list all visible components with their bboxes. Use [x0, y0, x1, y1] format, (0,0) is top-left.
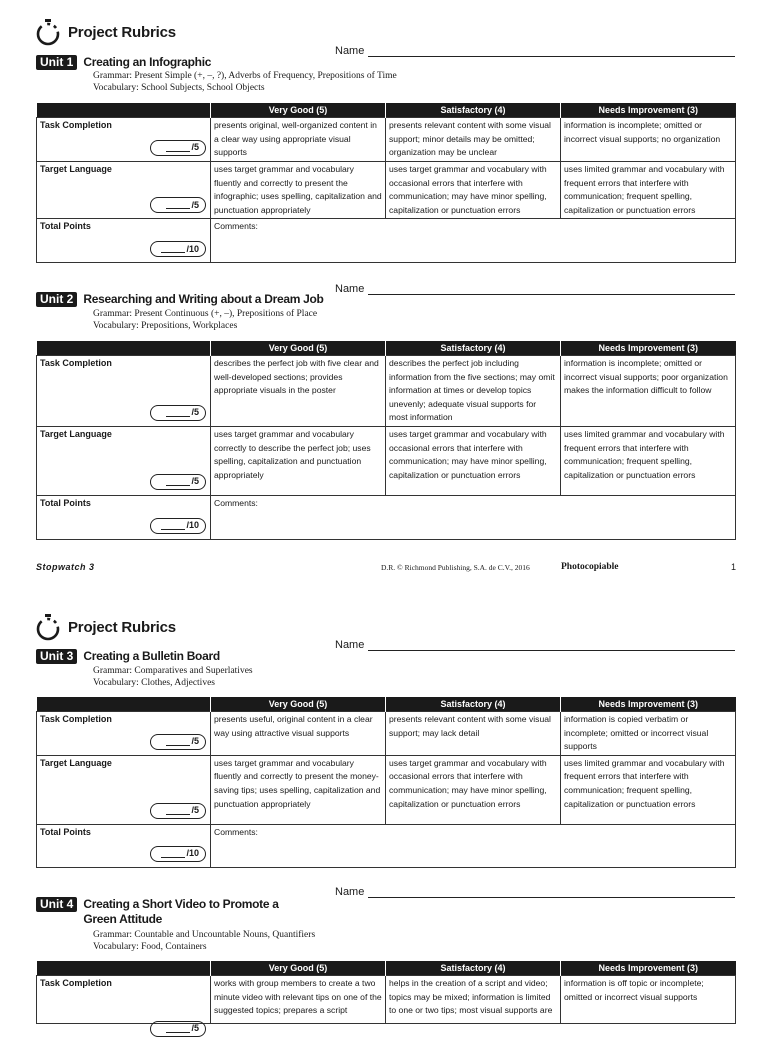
unit-1-meta: [93, 70, 397, 94]
header-very-good: Very Good (5): [211, 341, 386, 356]
cell-satisfactory: describes the perfect job including information from the five sections; may omit information at times or develop topics unevenly; adequate visual supports for most information: [386, 356, 561, 427]
header-needs-improvement: Needs Improvement (3): [561, 341, 736, 356]
comments-cell[interactable]: Comments:: [211, 824, 736, 867]
cell-very-good: describes the perfect job with five clear and well-developed sections; provides appropriate visuals in the poster: [211, 356, 386, 427]
unit-3-header: [36, 649, 220, 664]
cell-satisfactory: uses target grammar and vocabulary with occasional errors that interfere with communication; may have minor spelling, capitalization or punctuation errors: [386, 162, 561, 219]
stopwatch-icon: [34, 613, 62, 641]
unit-badge: Unit 4: [36, 897, 77, 912]
criterion-cell: Task Completion /5: [37, 976, 211, 1024]
total-row: [37, 495, 736, 539]
name-label: Name: [335, 283, 365, 295]
table-row: [37, 356, 736, 427]
header-needs-improvement: Needs Improvement (3): [561, 697, 736, 712]
cell-satisfactory: presents relevant content with some visual support; may lack detail: [386, 712, 561, 756]
score-box[interactable]: /5: [150, 140, 206, 156]
comments-cell[interactable]: Comments:: [211, 495, 736, 539]
criterion-cell: Target Language /5: [37, 755, 211, 824]
unit-4-header: [36, 897, 293, 927]
rubric-table-unit-1: [36, 103, 736, 263]
name-label: Name: [335, 886, 365, 898]
criterion-cell: Total Points /10: [37, 495, 211, 539]
cell-needs-improvement: uses limited grammar and vocabulary with frequent errors that interfere with communication; frequent spelling, capitalization or punctuation errors: [561, 162, 736, 219]
score-box[interactable]: /10: [150, 518, 206, 534]
header-row: [37, 103, 736, 118]
page-title-text: Project Rubrics: [68, 618, 176, 636]
unit-title: Creating a Bulletin Board: [83, 649, 220, 663]
header-satisfactory: Satisfactory (4): [386, 697, 561, 712]
header-row: [37, 961, 736, 976]
page-number: 1: [730, 562, 736, 572]
unit-badge: Unit 2: [36, 292, 77, 307]
cell-very-good: uses target grammar and vocabulary fluently and correctly to present the money-saving tips; uses spelling, capitalization and punctuation appropriately: [211, 755, 386, 824]
photocopiable-label: Photocopiable: [561, 562, 619, 572]
cell-needs-improvement: uses limited grammar and vocabulary with frequent errors that interfere with communication; frequent spelling, capitalization or punctuation errors: [561, 755, 736, 824]
criterion-cell: Target Language /5: [37, 426, 211, 495]
unit-3-meta: [93, 665, 253, 689]
header-satisfactory: Satisfactory (4): [386, 961, 561, 976]
copyright-text: D.R. © Richmond Publishing, S.A. de C.V., 2016: [381, 563, 530, 572]
name-label: Name: [335, 45, 365, 57]
grammar-line: Grammar: Present Simple (+, –, ?), Adverbs of Frequency, Prepositions of Time: [93, 71, 397, 81]
name-field-unit-2[interactable]: [335, 283, 735, 295]
name-field-unit-4[interactable]: [335, 886, 735, 898]
brand-logo: Stopwatch 3: [36, 562, 95, 572]
stopwatch-icon: [34, 18, 62, 46]
cell-very-good: presents original, well-organized content in a clear way using appropriate visual supports: [211, 118, 386, 162]
name-field-unit-3[interactable]: [335, 639, 735, 651]
criterion-cell: Task Completion /5: [37, 356, 211, 427]
vocabulary-line: Vocabulary: Prepositions, Workplaces: [93, 321, 238, 331]
unit-4-meta: [93, 929, 315, 953]
vocabulary-line: Vocabulary: Food, Containers: [93, 942, 207, 952]
score-box[interactable]: /10: [150, 846, 206, 862]
header-very-good: Very Good (5): [211, 103, 386, 118]
cell-very-good: uses target grammar and vocabulary correctly to describe the perfect job; uses spelling, capitalization and punctuation appropriately: [211, 426, 386, 495]
unit-badge: Unit 3: [36, 649, 77, 664]
header-needs-improvement: Needs Improvement (3): [561, 961, 736, 976]
table-row: [37, 162, 736, 219]
score-box[interactable]: /10: [150, 241, 206, 257]
unit-2-meta: [93, 308, 317, 332]
criterion-cell: Total Points /10: [37, 824, 211, 867]
header-blank: [37, 961, 211, 976]
score-box[interactable]: /5: [150, 803, 206, 819]
header-needs-improvement: Needs Improvement (3): [561, 103, 736, 118]
total-row: [37, 824, 736, 867]
unit-title: Creating a Short Video to Promote a Green Attitude: [83, 897, 279, 926]
comments-cell[interactable]: Comments:: [211, 219, 736, 263]
cell-needs-improvement: information is incomplete; omitted or incorrect visual supports; no organization: [561, 118, 736, 162]
table-row: [37, 118, 736, 162]
name-label: Name: [335, 639, 365, 651]
name-field-unit-1[interactable]: [335, 45, 735, 57]
criterion-cell: Total Points /10: [37, 219, 211, 263]
grammar-line: Grammar: Countable and Uncountable Nouns, Quantifiers: [93, 930, 316, 940]
table-row: [37, 755, 736, 824]
header-blank: [37, 697, 211, 712]
criterion-cell: Task Completion /5: [37, 712, 211, 756]
cell-very-good: works with group members to create a two minute video with relevant tips on one of the suggested topics; prepares a script: [211, 976, 386, 1024]
vocabulary-line: Vocabulary: Clothes, Adjectives: [93, 678, 215, 688]
grammar-line: Grammar: Comparatives and Superlatives: [93, 666, 253, 676]
score-box[interactable]: /5: [150, 734, 206, 750]
header-blank: [37, 103, 211, 118]
cell-satisfactory: helps in the creation of a script and video; topics may be mixed; information is limited to one or two tips; most visual supports are: [386, 976, 561, 1024]
header-row: [37, 697, 736, 712]
score-box[interactable]: /5: [150, 405, 206, 421]
score-box[interactable]: /5: [150, 1021, 206, 1037]
unit-badge: Unit 1: [36, 55, 77, 70]
cell-needs-improvement: uses limited grammar and vocabulary with frequent errors that interfere with communication; frequent spelling, capitalization or punctuation errors: [561, 426, 736, 495]
unit-2-header: [36, 292, 324, 307]
unit-title: Creating an Infographic: [83, 55, 212, 69]
table-row: [37, 426, 736, 495]
score-box[interactable]: /5: [150, 474, 206, 490]
cell-needs-improvement: information is incomplete; omitted or incorrect visual supports; poor organization makes the information difficult to follow: [561, 356, 736, 427]
header-very-good: Very Good (5): [211, 961, 386, 976]
rubric-table-unit-4: [36, 961, 736, 1034]
header-blank: [37, 341, 211, 356]
score-box[interactable]: /5: [150, 197, 206, 213]
cell-needs-improvement: information is off topic or incomplete; omitted or incorrect visual supports: [561, 976, 736, 1024]
header-row: [37, 341, 736, 356]
header-very-good: Very Good (5): [211, 697, 386, 712]
header-satisfactory: Satisfactory (4): [386, 341, 561, 356]
table-row: [37, 976, 736, 1024]
rubric-table-unit-2: [36, 341, 736, 540]
cell-very-good: presents useful, original content in a clear way using attractive visual supports: [211, 712, 386, 756]
cell-satisfactory: uses target grammar and vocabulary with occasional errors that interfere with communication; may have minor spelling, capitalization or punctuation errors: [386, 755, 561, 824]
total-row: [37, 219, 736, 263]
cell-needs-improvement: information is copied verbatim or incomplete; omitted or incorrect visual supports: [561, 712, 736, 756]
vocabulary-line: Vocabulary: School Subjects, School Objects: [93, 83, 265, 93]
page-title-1: [34, 18, 176, 46]
cell-very-good: uses target grammar and vocabulary fluently and correctly to present the infographic; uses spelling, capitalization and punctuation appropriately: [211, 162, 386, 219]
page-title-2: [34, 613, 176, 641]
unit-title: Researching and Writing about a Dream Job: [83, 292, 324, 306]
header-satisfactory: Satisfactory (4): [386, 103, 561, 118]
unit-1-header: [36, 55, 211, 70]
cell-satisfactory: presents relevant content with some visual support; minor details may be omitted; organization may be unclear: [386, 118, 561, 162]
rubric-table-unit-3: [36, 697, 736, 868]
criterion-cell: Target Language /5: [37, 162, 211, 219]
criterion-cell: Task Completion /5: [37, 118, 211, 162]
page-title-text: Project Rubrics: [68, 23, 176, 41]
grammar-line: Grammar: Present Continuous (+, –), Prepositions of Place: [93, 309, 318, 319]
cell-satisfactory: uses target grammar and vocabulary with occasional errors that interfere with communication; may have minor spelling, capitalization or punctuation errors: [386, 426, 561, 495]
table-row: [37, 712, 736, 756]
